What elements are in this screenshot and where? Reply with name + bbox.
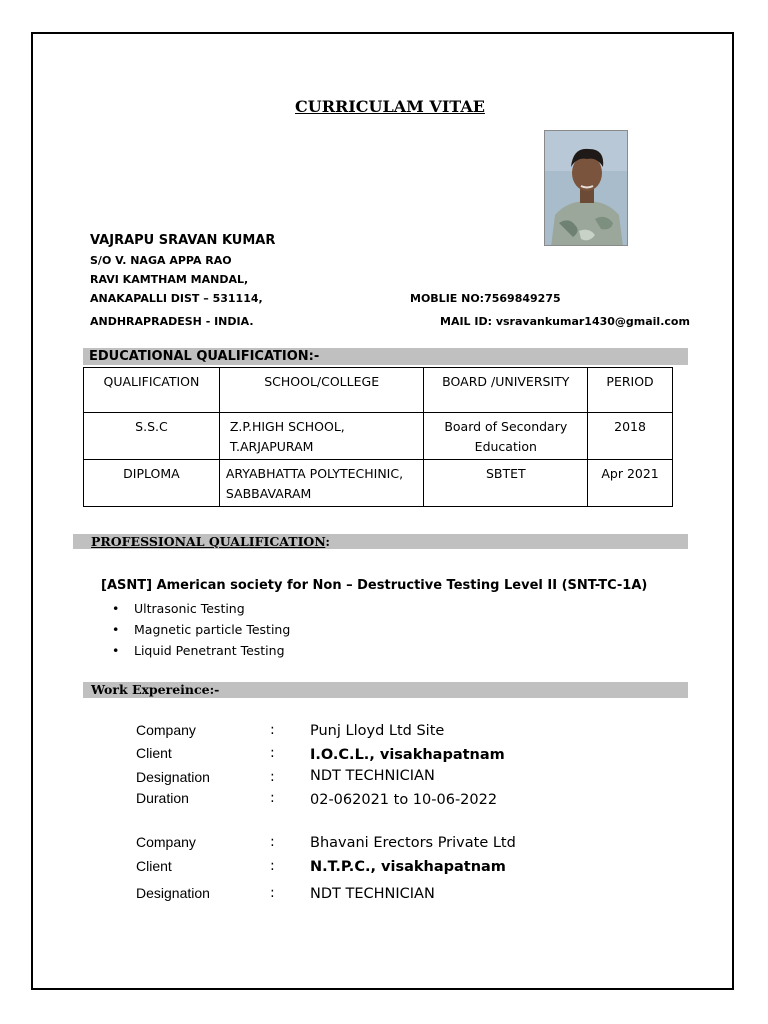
professional-heading-text: PROFESSIONAL QUALIFICATION	[91, 534, 326, 549]
job1-duration: 02-062021 to 10-06-2022	[310, 792, 498, 808]
address-line-2: RAVI KAMTHAM MANDAL,	[90, 273, 249, 286]
profile-photo-illustration	[545, 131, 628, 246]
professional-heading	[91, 533, 330, 550]
address-line-1: S/O V. NAGA APPA RAO	[90, 254, 232, 267]
list-item	[112, 598, 290, 619]
candidate-name: VAJRAPU SRAVAN KUMAR	[90, 233, 276, 248]
job2-designation-label: Designation	[136, 885, 210, 901]
bullet-icon: •	[112, 601, 120, 616]
job2-client-sep: :	[270, 858, 275, 874]
column-header-board: BOARD /UNIVERSITY	[424, 368, 588, 413]
job2-company-sep: :	[270, 834, 275, 850]
table-header-row	[84, 368, 673, 413]
column-header-qualification: QUALIFICATION	[84, 368, 220, 413]
job2-designation: NDT TECHNICIAN	[310, 886, 435, 902]
job1-company-label: Company	[136, 722, 196, 738]
cell-period: 2018	[588, 413, 673, 460]
cell-qualification: DIPLOMA	[84, 460, 220, 507]
column-header-period: PERIOD	[588, 368, 673, 413]
table-row	[84, 460, 673, 507]
mobile-number: MOBLIE NO:7569849275	[410, 292, 561, 305]
job2-client: N.T.P.C., visakhapatnam	[310, 859, 506, 875]
address-line-4: ANDHRAPRADESH - INDIA.	[90, 315, 254, 328]
professional-heading-colon: :	[325, 534, 330, 549]
email-address: MAIL ID: vsravankumar1430@gmail.com	[440, 315, 690, 328]
job2-company-label: Company	[136, 834, 196, 850]
cell-school: ARYABHATTA POLYTECHINIC, SABBAVARAM	[219, 460, 424, 507]
job1-duration-label: Duration	[136, 790, 189, 806]
cell-qualification: S.S.C	[84, 413, 220, 460]
list-item	[112, 619, 290, 640]
cell-school: Z.P.HIGH SCHOOL, T.ARJAPURAM	[219, 413, 424, 460]
list-item	[112, 640, 290, 661]
job1-designation-sep: :	[270, 769, 275, 785]
job1-designation: NDT TECHNICIAN	[310, 768, 435, 784]
job1-company: Punj Lloyd Ltd Site	[310, 723, 445, 739]
job1-company-sep: :	[270, 722, 275, 738]
document-title: CURRICULAM VITAE	[295, 97, 485, 116]
job1-designation-label: Designation	[136, 769, 210, 785]
skill-text: Magnetic particle Testing	[134, 622, 291, 637]
job1-client-sep: :	[270, 745, 275, 761]
cell-board: SBTET	[424, 460, 588, 507]
cell-period: Apr 2021	[588, 460, 673, 507]
job2-designation-sep: :	[270, 885, 275, 901]
job2-company: Bhavani Erectors Private Ltd	[310, 835, 516, 851]
work-heading: Work Expereince:-	[91, 682, 220, 697]
table-row	[84, 413, 673, 460]
profile-photo	[544, 130, 628, 246]
skill-text: Liquid Penetrant Testing	[134, 643, 285, 658]
education-table	[83, 367, 673, 507]
skills-list	[112, 598, 290, 661]
cell-board: Board of Secondary Education	[424, 413, 588, 460]
skill-text: Ultrasonic Testing	[134, 601, 245, 616]
bullet-icon: •	[112, 622, 120, 637]
address-line-3: ANAKAPALLI DIST – 531114,	[90, 292, 263, 305]
education-heading: EDUCATIONAL QUALIFICATION:-	[89, 349, 320, 364]
job1-duration-sep: :	[270, 790, 275, 806]
job2-client-label: Client	[136, 858, 172, 874]
column-header-school: SCHOOL/COLLEGE	[219, 368, 424, 413]
job1-client-label: Client	[136, 745, 172, 761]
certification-title: [ASNT] American society for Non – Destructive Testing Level II (SNT-TC-1A)	[101, 578, 648, 593]
job1-client: I.O.C.L., visakhapatnam	[310, 747, 505, 763]
bullet-icon: •	[112, 643, 120, 658]
